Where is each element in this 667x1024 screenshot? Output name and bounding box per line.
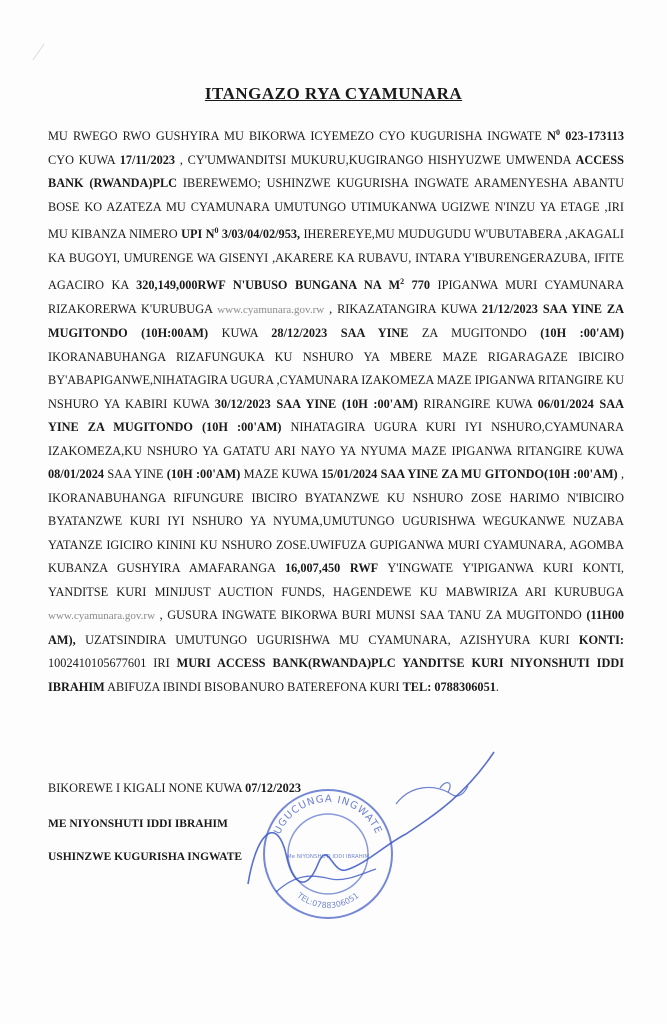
signatory-role: USHINZWE KUGURISHA INGWATE xyxy=(48,851,243,863)
scan-mark xyxy=(32,44,70,60)
handwritten-signature xyxy=(236,724,496,914)
document-title: ITANGAZO RYA CYAMUNARA xyxy=(204,84,463,103)
body-segment: Y'INGWATE Y'IPIGANWA KURI KONTI, YANDITSE KURI MINIJUST AUCTION FUNDS, HAGENDEWE KU MABWIRIZA ARI KURUBUGA xyxy=(48,561,624,599)
body-segment: KUWA xyxy=(208,326,272,341)
body-segment: SAA YINE xyxy=(104,467,167,482)
body-segment: CYO KUWA xyxy=(48,152,120,167)
body-segment: 1002410105677601 IRI xyxy=(48,656,177,671)
stamp-center-text: Me NIYONSHUTI IDDI IBRAHIM xyxy=(286,854,370,860)
body-segment: 2 xyxy=(400,277,405,287)
body-segment: UPI N xyxy=(181,227,215,242)
body-segment: , CY'UMWANDITSI MUKURU,KUGIRANGO HISHYUZWE UMWENDA xyxy=(175,152,576,167)
body-segment: 08/01/2024 xyxy=(48,467,105,482)
announcement-body xyxy=(48,121,624,699)
body-segment: MU RWEGO RWO GUSHYIRA MU BIKORWA ICYEMEZO CYO KUGURISHA INGWATE xyxy=(48,129,548,144)
body-segment: 16,007,450 RWF xyxy=(284,561,379,576)
body-segment: MAZE KUWA xyxy=(240,467,322,482)
stamp-bottom-text: TEL:0788306051 xyxy=(295,890,361,911)
body-segment: ACCESS BANK (RWANDA)PLC xyxy=(48,152,624,191)
body-segment: NIHATAGIRA UGURA KURI IYI NSHURO,CYAMUNARA IZAKOMEZA,KU NSHURO YA GATATU ARI NAYO YA NYUMA MAZE IPIGANWA RITANGIRE KUWA xyxy=(48,420,624,458)
body-segment: MURI ACCESS BANK(RWANDA)PLC YANDITSE KURI NIYONSHUTI IDDI IBRAHIM xyxy=(48,656,624,694)
body-segment: IHEREREYE,MU MUDUGUDU W'UBUTABERA ,AKAGALI KA BUGOYI, UMURENGE WA GISENYI ,AKARERE KA RUBAVU, INTARA Y'IBURENGERAZUBA, IFITE AGACIRO KA xyxy=(48,227,624,293)
place-date: 07/12/2023 xyxy=(245,781,302,795)
body-segment: 17/11/2023 xyxy=(119,152,176,167)
body-segment: 770 xyxy=(404,278,431,293)
body-segment: KONTI: xyxy=(578,632,624,647)
signatory-name: ME NIYONSHUTI IDDI IBRAHIM xyxy=(48,818,228,830)
body-segment: 023-173113 xyxy=(560,129,624,144)
body-segment: 06/01/2024 SAA YINE ZA MUGITONDO (10H :00'AM) xyxy=(48,396,624,435)
body-segment: (10H :00'AM) xyxy=(166,467,241,482)
body-segment: 0 xyxy=(214,226,219,236)
body-segment: RIRANGIRE KUWA xyxy=(417,396,538,411)
body-segment: , GUSURA INGWATE BIKORWA BURI MUNSI SAA TANU ZA MUGITONDO xyxy=(155,608,587,623)
body-segment: 15/01/2024 SAA YINE ZA MU GITONDO(10H :00'AM) xyxy=(321,467,618,482)
body-segment: (11H00 AM), xyxy=(48,608,624,647)
body-segment: IPIGANWA MURI CYAMUNARA RIZAKORERWA K'URUBUGA xyxy=(48,278,624,316)
stamp-top-text: UGUCUNGA INGWATE xyxy=(272,793,384,837)
body-segment: N xyxy=(547,129,557,144)
body-segment: TEL: 0788306051 xyxy=(402,679,496,694)
body-segment: . xyxy=(495,679,499,694)
body-segment: 3/03/04/02/953, xyxy=(218,227,301,242)
body-segment: 320,149,000RWF N'UBUSO BUNGANA NA M xyxy=(136,278,401,293)
place-prefix: BIKOREWE I KIGALI NONE KUWA xyxy=(48,781,246,795)
body-segment: UZATSINDIRA UMUTUNGO UGURISHWA MU CYAMUNARA, AZISHYURA KURI xyxy=(75,632,579,647)
body-segment: , IKORANABUHANGA RIFUNGURE IBICIRO BYATANZWE KU NSHURO ZOSE HARIMO N'IBICIRO BYATANZWE KURI IYI NSHURO YA NYUMA,UMUTUNGO UGURISHWA WEGUKANWE NUZABA YATANZE IGICIRO KININI KU NSHURO ZOSE.UWIFUZA GUPIGANWA MURI CYAMUNARA, AGOMBA KUBANZA GUSHYIRA AMAFARANGA xyxy=(48,467,625,576)
body-segment: ABIFUZA IBINDI BISOBANURO BATEREFONA KURI xyxy=(104,679,403,694)
body-segment: 21/12/2023 SAA YINE ZA MUGITONDO (10H:00AM) xyxy=(48,301,624,341)
body-segment: , RIKAZATANGIRA KUWA xyxy=(324,301,482,316)
body-segment: 30/12/2023 SAA YINE (10H :00'AM) xyxy=(214,396,418,411)
website-link-text: www.cyamunara.gov.rw xyxy=(48,610,156,623)
body-segment: ZA MUGITONDO xyxy=(408,326,541,341)
body-segment: (10H :00'AM) xyxy=(540,326,625,341)
body-segment: IBEREWEMO; USHINZWE KUGURISHA INGWATE ARAMENYESHA ABANTU BOSE KO AZATEZA MU CYAMUNARA UMUTUNGO UTIMUKANWA UGIZWE N'INZU YA ETAGE ,IRI MU KIBANZA NIMERO xyxy=(48,176,624,242)
body-segment: 28/12/2023 SAA YINE xyxy=(271,326,409,341)
body-segment: 0 xyxy=(556,128,561,137)
body-segment: IKORANABUHANGA RIZAFUNGUKA KU NSHURO YA MBERE MAZE RIGARAGAZE IBICIRO BY'ABAPIGANWE,NIHATAGIRA UGURA ,CYAMUNARA IZAKOMEZA MAZE IPIGANWA RITANGIRE KU NSHURO YA KABIRI KUWA xyxy=(48,349,624,411)
website-link-text: www.cyamunara.gov.rw xyxy=(217,303,325,316)
